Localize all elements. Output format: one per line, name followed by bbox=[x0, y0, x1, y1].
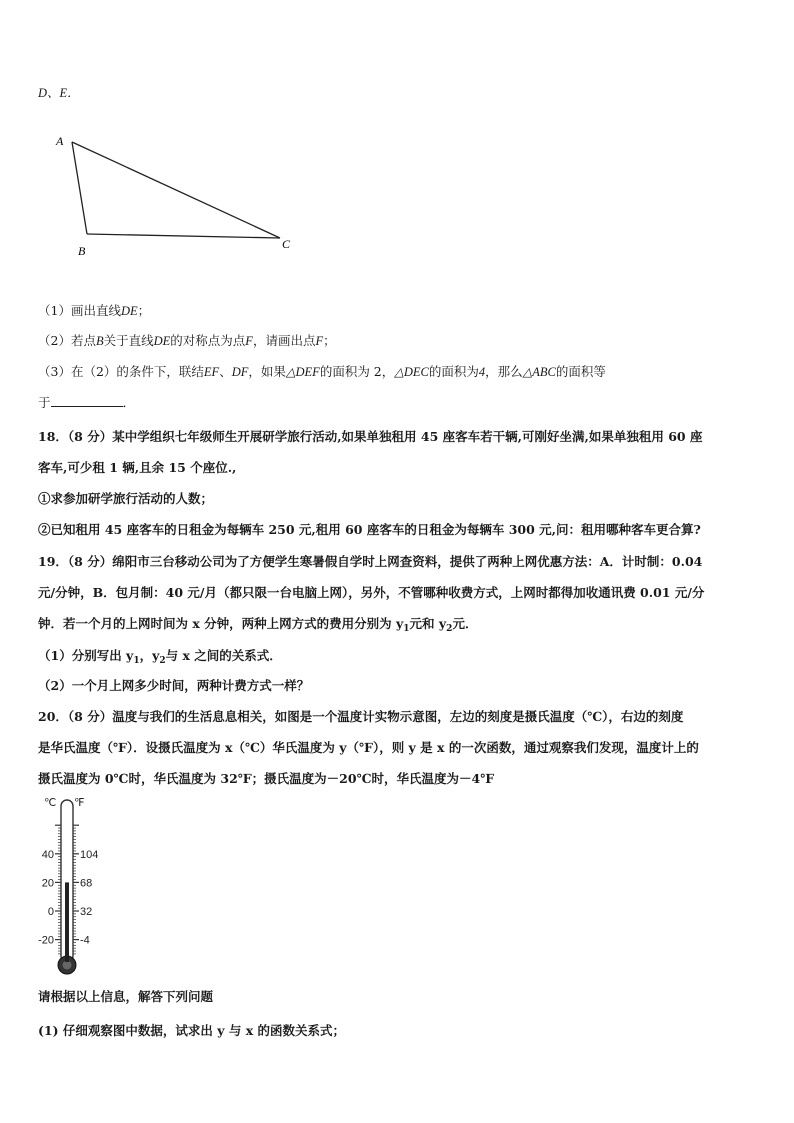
fahrenheit-tick-label: -4 bbox=[80, 934, 90, 947]
fahrenheit-tick-label: 68 bbox=[80, 877, 93, 890]
triangle-figure bbox=[50, 130, 310, 265]
q20-line2: 是华氏温度（℉）．设摄氏温度为 x（℃）华氏温度为 y（℉），则 y 是 x 的一次函数，通过观察我们发现，温度计上的 bbox=[38, 740, 699, 755]
q19-line1: 19．（8 分）绵阳市三台移动公司为了方便学生寒暑假自学时上网查资料，提供了两种上网优惠方法：A．计时制：0.04 bbox=[38, 554, 703, 569]
q20-line3: 摄氏温度为 0℃时，华氏温度为 32℉；摄氏温度为－20℃时，华氏温度为－4℉ bbox=[38, 771, 495, 786]
q20-sub1: (1) 仔细观察图中数据，试求出 y 与 x 的函数关系式； bbox=[38, 1023, 346, 1038]
q18-sub1: ①求参加研学旅行活动的人数； bbox=[38, 491, 214, 506]
q19-sub1: （1）分别写出 $y_1$，$y_2$与 x 之间的关系式． bbox=[38, 648, 282, 666]
q18-sub2: ②已知租用 45 座客车的日租金为每辆车 250 元,租用 60 座客车的日租金为每辆车 300 元,问：租用哪种客车更合算? bbox=[38, 522, 701, 537]
thermometer-figure bbox=[34, 792, 114, 982]
q20-line1: 20．（8 分）温度与我们的生活息息相关，如图是一个温度计实物示意图，左边的刻度是摄氏温度（℃），右边的刻度 bbox=[38, 709, 684, 724]
celsius-tick-label: 20 bbox=[41, 877, 54, 890]
q18-line2: 客车,可少租 1 辆,且余 15 个座位., bbox=[38, 460, 237, 475]
celsius-tick-label: 40 bbox=[41, 848, 54, 861]
fahrenheit-tick-label: 32 bbox=[80, 906, 93, 918]
celsius-tick-label: 0 bbox=[47, 906, 54, 918]
fahrenheit-tick-label: 104 bbox=[80, 848, 99, 861]
intro-tail: D、E． bbox=[38, 86, 80, 100]
q17-part3: （3）在（2）的条件下，联结EF、DF，如果△DEF的面积为 2，△DEC的面积为4，那么△ABC的面积等 bbox=[38, 364, 606, 379]
q19-sub2: （2）一个月上网多少时间，两种计费方式一样？ bbox=[38, 678, 310, 693]
answer-blank bbox=[51, 394, 123, 407]
q18-line1: 18．（8 分）某中学组织七年级师生开展研学旅行活动,如果单独租用 45 座客车若干辆,可刚好坐满,如果单独租用 60 座 bbox=[38, 429, 703, 444]
q20-after-figure: 请根据以上信息，解答下列问题 bbox=[38, 989, 214, 1004]
q17-part2: （2）若点B关于直线DE的对称点为点F，请画出点F； bbox=[38, 333, 336, 348]
vertex-label-c: C bbox=[282, 237, 291, 251]
vertex-label-a: A bbox=[56, 134, 64, 148]
celsius-tick-label: -20 bbox=[38, 934, 54, 947]
fahrenheit-unit-label: ℉ bbox=[74, 797, 85, 809]
q19-line3: 钟．若一个月的上网时间为 x 分钟，两种上网方式的费用分别为 $y_1$元和 $y_2$元． bbox=[38, 616, 478, 634]
q17-part3-cont: 于 ． bbox=[38, 395, 136, 410]
vertex-label-b: B bbox=[78, 244, 86, 258]
q19-line2: 元/分钟，B．包月制：40 元/月（都只限一台电脑上网），另外，不管哪种收费方式，上网时都得加收通讯费 0.01 元/分 bbox=[38, 585, 705, 600]
celsius-unit-label: ℃ bbox=[44, 797, 57, 809]
q17-part1: （1）画出直线DE； bbox=[38, 303, 151, 318]
mercury-column bbox=[65, 882, 69, 962]
